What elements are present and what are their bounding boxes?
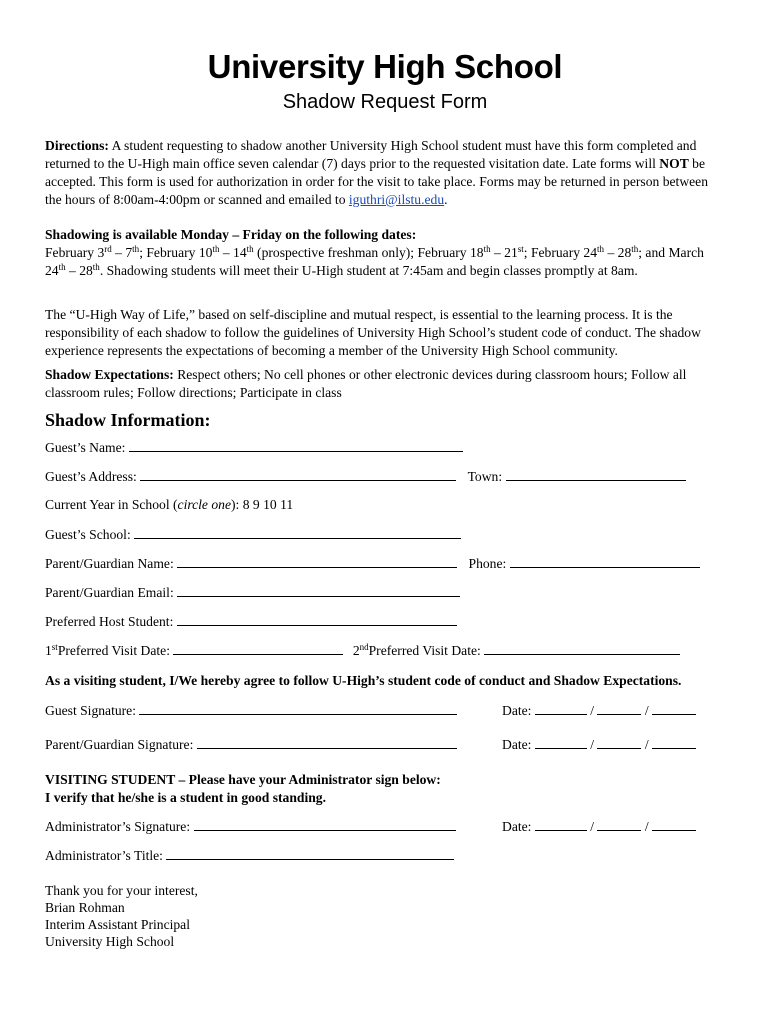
guest-date-row — [502, 702, 696, 719]
visiting-line-1: VISITING STUDENT – Please have your Administrator sign below: — [45, 772, 441, 787]
closing-position: Interim Assistant Principal — [45, 917, 190, 932]
date-text: – 28 — [65, 263, 93, 278]
date-label: Date: — [502, 703, 532, 718]
guest-school-row — [45, 526, 461, 543]
town-field[interactable] — [506, 468, 686, 481]
visiting-student-note — [45, 771, 441, 807]
year-circle-hint: circle one — [177, 497, 231, 512]
guest-address-row — [45, 468, 686, 485]
visit1-sup: st — [51, 642, 58, 652]
admin-signature-row — [45, 818, 456, 835]
date-text: – 7 — [111, 245, 133, 260]
date-label: Date: — [502, 737, 532, 752]
guest-school-field[interactable] — [134, 526, 461, 539]
shadowing-heading: Shadowing is available Monday – Friday on the following dates: — [45, 227, 417, 242]
date-sup: st — [517, 244, 524, 254]
parent-name-row — [45, 555, 700, 572]
directions-text-2: be accepted. This form is used for authorization in order for the visit to take place. Forms may be returned in person between the hours of 8:00am-4:00pm or scanned and emailed to — [45, 156, 708, 207]
parent-name-label: Parent/Guardian Name: — [45, 556, 174, 571]
date-month-field[interactable] — [535, 818, 587, 831]
directions-text: A student requesting to shadow another University High School student must have this form completed and returned to the U-High main office seven calendar (7) days prior to the requested visitation date. Late forms will — [45, 138, 697, 171]
date-text: – 28 — [604, 245, 632, 260]
parent-signature-row — [45, 736, 457, 753]
date-sup: th — [132, 244, 140, 254]
closing-signoff — [45, 882, 198, 950]
date-slash: / — [644, 737, 649, 752]
parent-email-row — [45, 584, 460, 601]
host-student-label: Preferred Host Student: — [45, 614, 174, 629]
visit1-field[interactable] — [173, 642, 343, 655]
way-of-life-paragraph — [45, 306, 725, 360]
host-student-row — [45, 613, 457, 630]
directions-label: Directions: — [45, 138, 109, 153]
way-of-life-text: The “U-High Way of Life,” based on self-discipline and mutual respect, is essential to the learning process. It is the responsibility of each shadow to follow the guidelines of University High School’s student code of conduct. The shadow experience represents the expectations of becoming a member of the University High School community. — [45, 307, 701, 358]
guest-address-field[interactable] — [140, 468, 456, 481]
date-sup: th — [92, 262, 100, 272]
parent-email-label: Parent/Guardian Email: — [45, 585, 174, 600]
guest-name-field[interactable] — [129, 439, 463, 452]
date-text: ; February 10 — [139, 245, 213, 260]
directions-period: . — [444, 192, 448, 207]
parent-name-field[interactable] — [177, 555, 457, 568]
guest-name-row — [45, 439, 463, 456]
date-slash: / — [590, 819, 595, 834]
guest-signature-row — [45, 702, 457, 719]
visit2-num: 2 — [352, 643, 360, 658]
page-title: University High School — [207, 48, 563, 85]
date-text: – 21 — [490, 245, 518, 260]
date-slash: / — [590, 737, 595, 752]
date-day-field[interactable] — [597, 818, 641, 831]
parent-date-row — [502, 736, 696, 753]
visit2-text: Preferred Visit Date: — [368, 643, 481, 658]
date-sup: th — [483, 244, 491, 254]
visit1-label — [45, 643, 170, 659]
visit1-num: 1 — [45, 643, 52, 658]
date-month-field[interactable] — [535, 702, 587, 715]
shadow-information-heading: Shadow Information: — [45, 410, 211, 430]
expectations-label: Shadow Expectations: — [45, 367, 174, 382]
date-text: ; February 24 — [523, 245, 598, 260]
town-label: Town: — [467, 469, 503, 484]
date-year-field[interactable] — [652, 702, 696, 715]
date-slash: / — [590, 703, 595, 718]
admin-signature-field[interactable] — [194, 818, 456, 831]
agreement-statement: As a visiting student, I/We hereby agree to follow U-High’s student code of conduct and Shadow Expectations. — [45, 673, 682, 688]
guest-address-label: Guest’s Address: — [45, 469, 137, 484]
date-sup: th — [212, 244, 220, 254]
date-day-field[interactable] — [597, 702, 641, 715]
date-year-field[interactable] — [652, 818, 696, 831]
closing-name: Brian Rohman — [45, 900, 125, 915]
date-sup: th — [631, 244, 639, 254]
phone-label: Phone: — [468, 556, 507, 571]
date-text: (prospective freshman only); February 18 — [253, 245, 484, 260]
closing-line: Thank you for your interest, — [45, 883, 198, 898]
visit-dates-row — [45, 642, 680, 659]
date-text: February 3 — [45, 245, 105, 260]
admin-title-label: Administrator’s Title: — [45, 848, 163, 863]
year-options[interactable]: ): 8 9 10 11 — [231, 497, 294, 512]
page-subtitle: Shadow Request Form — [282, 91, 488, 113]
date-text: . Shadowing students will meet their U-High student at 7:45am and begin classes promptly at 8am. — [99, 263, 638, 278]
date-month-field[interactable] — [535, 736, 587, 749]
expectations-paragraph — [45, 366, 725, 402]
visit2-field[interactable] — [484, 642, 680, 655]
email-link[interactable]: iguthri@ilstu.edu — [348, 192, 445, 207]
closing-school: University High School — [45, 934, 175, 949]
date-slash: / — [644, 819, 649, 834]
date-sup: th — [58, 262, 66, 272]
expectations-text: Respect others; No cell phones or other electronic devices during classroom hours; Follow all classroom rules; Follow directions; Participate in class — [45, 367, 687, 400]
parent-email-field[interactable] — [177, 584, 460, 597]
visit1-text: Preferred Visit Date: — [57, 643, 170, 658]
guest-signature-label: Guest Signature: — [45, 703, 136, 718]
date-sup: th — [246, 244, 254, 254]
shadowing-dates-paragraph — [45, 226, 725, 280]
date-slash: / — [644, 703, 649, 718]
shadowing-dates — [45, 244, 725, 280]
guest-school-label: Guest’s School: — [45, 527, 131, 542]
date-day-field[interactable] — [597, 736, 641, 749]
date-sup: th — [597, 244, 605, 254]
visit2-sup: nd — [359, 642, 369, 652]
not-emphasis: NOT — [659, 156, 689, 171]
admin-signature-label: Administrator’s Signature: — [45, 819, 191, 834]
admin-title-row — [45, 847, 454, 864]
year-label: Current Year in School ( — [45, 497, 178, 512]
guest-signature-field[interactable] — [139, 702, 457, 715]
date-year-field[interactable] — [652, 736, 696, 749]
admin-date-row — [502, 818, 696, 835]
date-text: – 14 — [219, 245, 247, 260]
parent-signature-label: Parent/Guardian Signature: — [45, 737, 194, 752]
date-sup: rd — [104, 244, 112, 254]
date-text: ; and March 24 — [45, 245, 704, 278]
visiting-line-2: I verify that he/she is a student in good standing. — [45, 790, 326, 805]
visit2-label — [353, 643, 481, 659]
phone-field[interactable] — [510, 555, 700, 568]
parent-signature-field[interactable] — [197, 736, 457, 749]
host-student-field[interactable] — [177, 613, 457, 626]
current-year-row — [45, 497, 293, 513]
admin-title-field[interactable] — [166, 847, 454, 860]
date-label: Date: — [502, 819, 532, 834]
directions-paragraph — [45, 137, 725, 209]
guest-name-label: Guest’s Name: — [45, 440, 126, 455]
